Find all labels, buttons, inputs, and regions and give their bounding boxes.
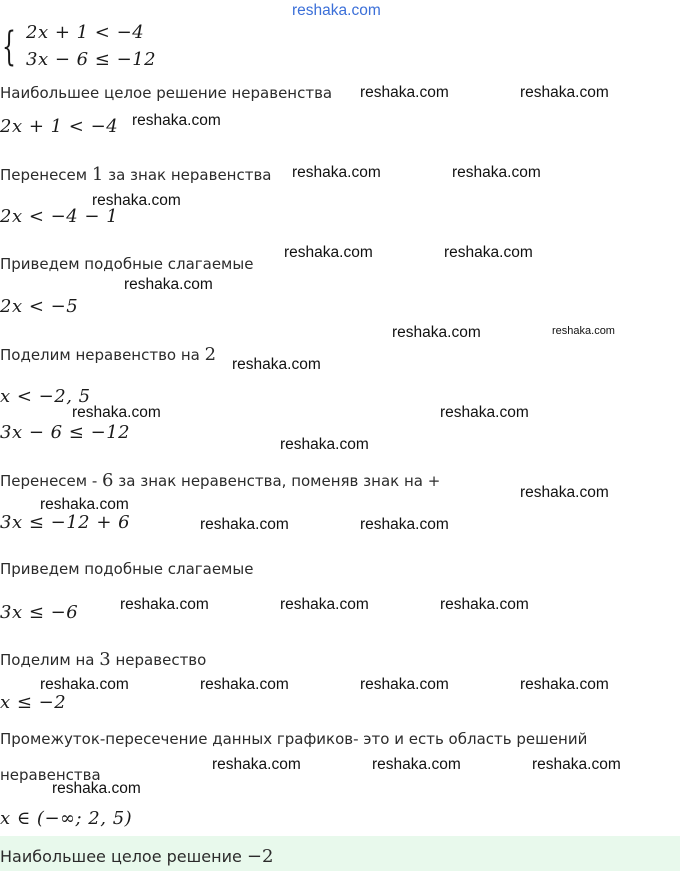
watermark-small: reshaka.com (552, 325, 615, 337)
step-7-number: 3 (99, 649, 111, 670)
step-7-post: неравество (115, 651, 207, 669)
watermark: reshaka.com (212, 756, 301, 773)
system-brace: { (2, 24, 16, 70)
step-2-pre: Перенесем (0, 166, 88, 184)
watermark: reshaka.com (124, 276, 213, 293)
watermark: reshaka.com (440, 596, 529, 613)
watermark: reshaka.com (40, 496, 129, 513)
step-1-math: 2x + 1 < −4 (0, 116, 119, 137)
watermark: reshaka.com (520, 84, 609, 101)
step-4-math-2: 3x − 6 ≤ −12 (0, 422, 131, 443)
step-8-line-1: Промежуток-пересечение данных графиков- это и есть область решений (0, 730, 588, 748)
watermark: reshaka.com (280, 596, 369, 613)
step-2-post: за знак неравенства (108, 166, 272, 184)
watermark: reshaka.com (360, 84, 449, 101)
step-8-line-2: неравенства (0, 766, 101, 784)
watermark: reshaka.com (444, 244, 533, 261)
watermark: reshaka.com (52, 780, 141, 797)
watermark-top: reshaka.com (292, 2, 381, 19)
step-4-pre: Поделим неравенство на (0, 346, 200, 364)
watermark: reshaka.com (200, 676, 289, 693)
step-2-text (0, 164, 272, 185)
step-5-post: за знак неравенства, поменяв знак на + (118, 472, 441, 490)
answer-line (0, 846, 273, 867)
answer-label: Наибольшее целое решение (0, 847, 242, 866)
step-8-math: x ∈ (−∞; 2, 5) (0, 808, 133, 829)
step-7-math: x ≤ −2 (0, 692, 67, 713)
step-4-text (0, 344, 216, 365)
watermark: reshaka.com (40, 676, 129, 693)
watermark: reshaka.com (292, 164, 381, 181)
step-2-number: 1 (91, 164, 104, 185)
watermark: reshaka.com (200, 516, 289, 533)
watermark: reshaka.com (284, 244, 373, 261)
watermark: reshaka.com (372, 756, 461, 773)
step-5-text (0, 470, 440, 491)
watermark: reshaka.com (360, 516, 449, 533)
watermark: reshaka.com (232, 356, 321, 373)
watermark: reshaka.com (92, 192, 181, 209)
watermark: reshaka.com (280, 436, 369, 453)
watermark: reshaka.com (72, 404, 161, 421)
step-5-pre: Перенесем - (0, 472, 98, 490)
system-line-2: 3x − 6 ≤ −12 (26, 49, 157, 70)
step-6-math: 3x ≤ −6 (0, 602, 79, 623)
watermark: reshaka.com (440, 404, 529, 421)
watermark: reshaka.com (360, 676, 449, 693)
step-5-number: 6 (102, 470, 114, 491)
step-3-math: 2x < −5 (0, 296, 79, 317)
step-6-text: Приведем подобные слагаемые (0, 560, 254, 578)
step-2-math: 2x < −4 − 1 (0, 206, 119, 227)
step-5-math: 3x ≤ −12 + 6 (0, 512, 131, 533)
step-4-number: 2 (204, 344, 217, 365)
watermark: reshaka.com (132, 112, 221, 129)
watermark: reshaka.com (120, 596, 209, 613)
watermark: reshaka.com (532, 756, 621, 773)
step-7-pre: Поделим на (0, 651, 95, 669)
step-7-text (0, 649, 206, 670)
watermark: reshaka.com (452, 164, 541, 181)
step-3-text: Приведем подобные слагаемые (0, 255, 254, 273)
watermark: reshaka.com (520, 676, 609, 693)
step-4-math-1: x < −2, 5 (0, 386, 91, 407)
system-line-1: 2x + 1 < −4 (26, 22, 145, 43)
watermark: reshaka.com (520, 484, 609, 501)
step-1-title: Наибольшее целое решение неравенства (0, 84, 333, 102)
watermark: reshaka.com (392, 324, 481, 341)
answer-value: −2 (246, 846, 274, 867)
